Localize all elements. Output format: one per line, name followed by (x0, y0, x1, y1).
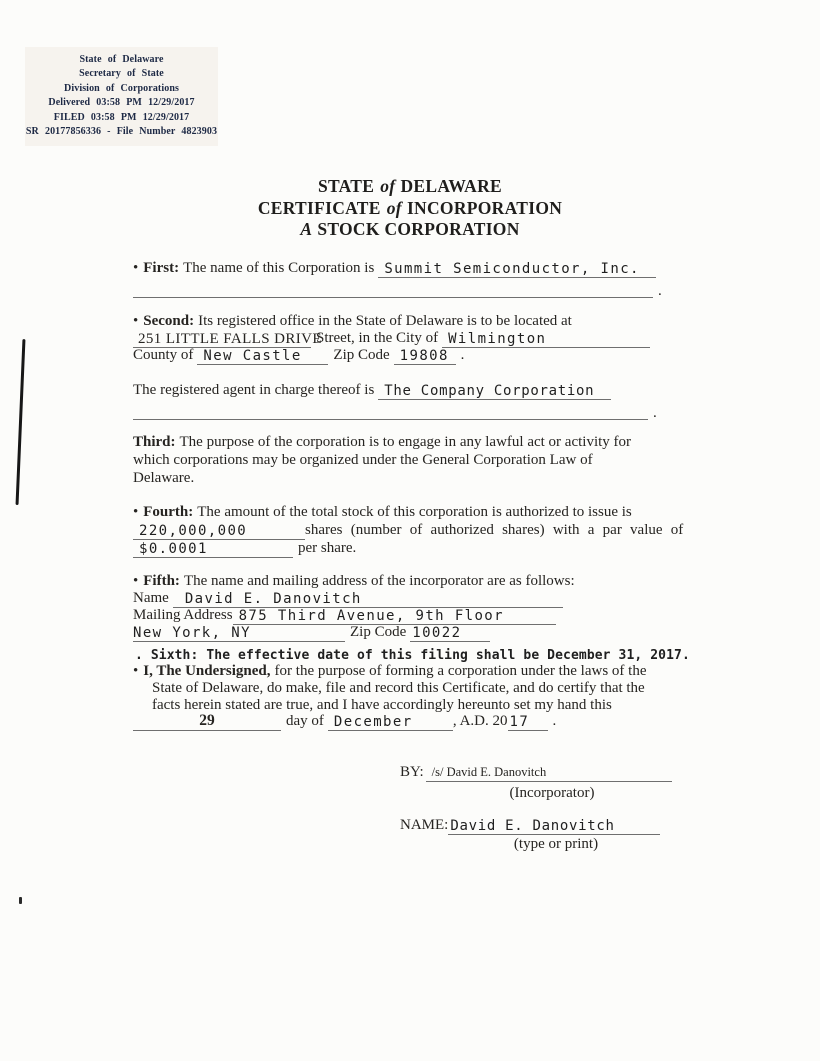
printed-name-field (448, 819, 660, 835)
stamp-line: Secretary of State (79, 68, 164, 80)
period: . (658, 283, 662, 299)
printed-name-line (400, 816, 660, 835)
title-text: STATE (317, 176, 375, 196)
section-third-line3 (133, 469, 194, 487)
stamp-line: FILED 03:58 PM 12/29/2017 (53, 111, 190, 123)
mailing-address-label: Mailing Address (133, 607, 233, 623)
undersigned-text: State of Delaware, do make, file and record this Certificate, and do certify that the (152, 680, 645, 696)
title-text: STOCK CORPORATION (317, 219, 520, 239)
section-third-label: Third: (133, 434, 176, 450)
undersigned-text: for the purpose of forming a corporation under the laws of the (274, 663, 647, 679)
zip-field (410, 626, 490, 642)
shares-value: 220,000,000 (139, 523, 248, 539)
period: . (552, 713, 557, 729)
period: . (653, 405, 657, 421)
bullet: • (133, 573, 139, 589)
section-first-line2 (133, 282, 662, 300)
section-fifth-text: The name and mailing address of the incorporator are as follows: (183, 573, 575, 589)
signature-value: /s/ David E. Danovitch (431, 765, 547, 779)
bullet: • (133, 260, 139, 276)
period: . (460, 347, 465, 363)
bullet: • (133, 663, 139, 679)
street-label: Street, in the City of (316, 330, 439, 346)
undersigned-line1 (133, 662, 647, 680)
month-value: December (333, 714, 413, 730)
stamp-line: Division of Corporations (64, 82, 179, 94)
section-third-line1 (133, 433, 631, 451)
city-state-zip-line (133, 623, 490, 642)
zip-field (394, 349, 456, 365)
title-text: CERTIFICATE (257, 197, 381, 218)
title-text-italic: of (386, 197, 402, 218)
incorporator-caption (428, 784, 676, 802)
undersigned-text: facts herein stated are true, and I have accordingly hereunto set my hand this (152, 697, 612, 713)
undersigned-line2 (152, 679, 645, 697)
section-third-text: Delaware. (133, 470, 195, 486)
ad-label: , A.D. 20 (452, 713, 508, 729)
blank-line (133, 282, 653, 298)
month-field (328, 715, 453, 731)
par-value-label: per share. (298, 540, 357, 556)
agent-value: The Company Corporation (384, 383, 595, 399)
zip-value: 10022 (412, 625, 462, 641)
city-state-field (133, 626, 345, 642)
title-line-2 (0, 198, 820, 220)
par-value: $0.0001 (139, 541, 208, 557)
printed-name-label: NAME: (400, 817, 449, 833)
name-label: Name (133, 590, 169, 606)
scan-artifact-dot (19, 897, 22, 904)
type-or-print-caption (448, 835, 664, 853)
section-fifth-label: Fifth: (143, 573, 180, 589)
document-title (0, 176, 820, 241)
scan-artifact-stroke (16, 339, 25, 505)
undersigned-label: I, The Undersigned, (143, 663, 271, 679)
shares-field (133, 524, 305, 540)
zip-label: Zip Code (350, 624, 407, 640)
mailing-address-value: 875 Third Avenue, 9th Floor (238, 608, 504, 624)
county-field (197, 349, 328, 365)
year-value: 17 (509, 714, 530, 730)
title-text-italic: of (380, 176, 396, 196)
title-line-3 (0, 219, 820, 241)
day-field (133, 712, 281, 731)
city-value: Wilmington (448, 331, 547, 347)
incorporator-caption-text: (Incorporator) (509, 785, 595, 801)
section-third-text: The purpose of the corporation is to engage in any lawful act or activity for (179, 434, 632, 450)
section-second-line3 (133, 346, 464, 365)
section-fourth-line2 (133, 521, 683, 540)
section-second-line1 (133, 312, 572, 330)
section-first-line1 (133, 259, 656, 278)
county-value: New Castle (203, 348, 302, 364)
section-second-text: Its registered office in the State of Delaware is to be located at (198, 313, 572, 329)
type-or-print-caption-text: (type or print) (513, 836, 599, 852)
printed-name-value: David E. Danovitch (450, 818, 615, 834)
corporation-name-field (378, 262, 656, 278)
agent-field (378, 384, 611, 400)
section-fourth-line1 (133, 503, 632, 521)
par-value-field (133, 542, 293, 558)
section-second-label: Second: (143, 313, 195, 329)
day-value: 29 (199, 712, 215, 729)
agent-line2 (133, 404, 657, 422)
by-label: BY: (400, 764, 424, 780)
city-state-value: New York, NY (133, 625, 251, 641)
title-line-1 (0, 176, 820, 198)
stamp-line: Delivered 03:58 PM 12/29/2017 (48, 97, 195, 109)
section-sixth-text: . Sixth: The effective date of this filing shall be December 31, 2017. (135, 648, 690, 663)
section-third-line2 (133, 451, 593, 469)
shares-label: shares (number of authorized shares) with a par value of (305, 522, 684, 538)
blank-line (133, 404, 648, 420)
agent-line1 (133, 381, 611, 400)
stamp-line: SR 20177856336 - File Number 4823903 (25, 126, 218, 138)
stamp-line: State of Delaware (79, 54, 164, 65)
title-text-italic: A (300, 219, 313, 239)
section-first-label: First: (143, 260, 180, 276)
signature-field (426, 766, 672, 782)
incorporator-name-value: David E. Danovitch (184, 591, 362, 607)
zip-label: Zip Code (333, 347, 390, 363)
street-value: 251 LITTLE FALLS DRIVE (138, 331, 322, 347)
county-label: County of (133, 347, 194, 363)
city-field (442, 332, 650, 348)
title-text: DELAWARE (400, 176, 503, 196)
bullet: • (133, 313, 139, 329)
day-of-label: day of (286, 713, 324, 729)
title-text: INCORPORATION (406, 197, 563, 218)
corporation-name-value: Summit Semiconductor, Inc. (384, 261, 640, 277)
section-fourth-label: Fourth: (143, 504, 194, 520)
section-fourth-line3 (133, 539, 356, 558)
zip-value: 19808 (399, 348, 449, 364)
bullet: • (133, 504, 139, 520)
year-field (508, 715, 548, 731)
by-line (400, 763, 672, 782)
filing-stamp (25, 47, 218, 146)
section-fifth-line1 (133, 572, 575, 590)
section-third-text: which corporations may be organized under the General Corporation Law of (133, 452, 593, 468)
section-fourth-text: The amount of the total stock of this corporation is authorized to issue is (197, 504, 632, 520)
section-first-text: The name of this Corporation is (183, 260, 375, 276)
agent-label: The registered agent in charge thereof is (133, 382, 375, 398)
execution-date-line (133, 712, 556, 731)
